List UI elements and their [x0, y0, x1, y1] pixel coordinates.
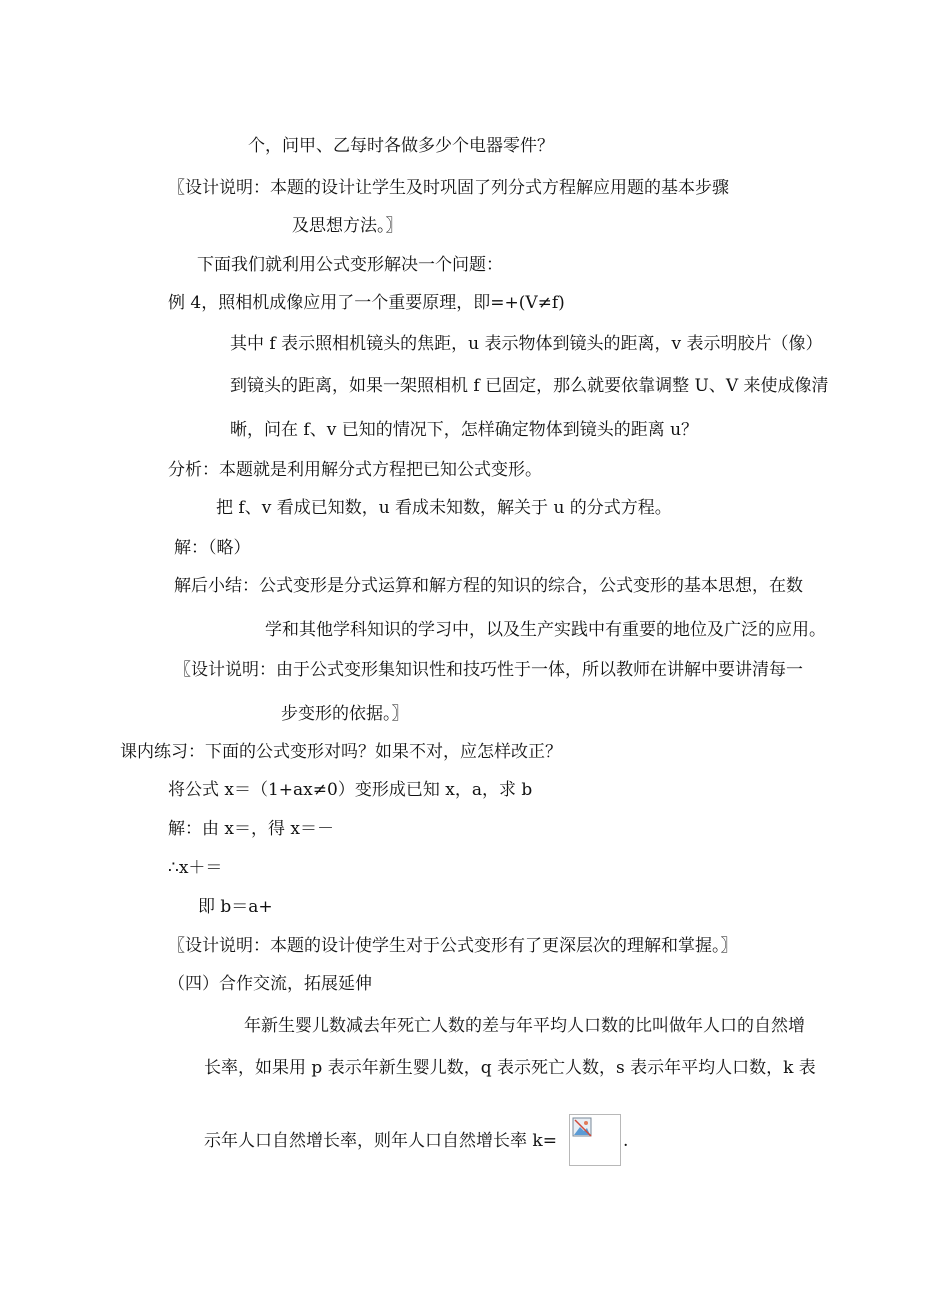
example-4-text-2: 到镜头的距离，如果一架照相机 f 已固定，那么就要依靠调整 U、V 来使成像清: [230, 376, 829, 396]
design-note-2-cont: 步变形的依据。〗: [281, 704, 409, 724]
exercise-title: 课内练习：下面的公式变形对吗？如果不对，应怎样改正？: [120, 742, 562, 762]
problem-line-1: 年新生婴儿数减去年死亡人数的差与年平均人口数的比叫做年人口的自然增: [244, 1016, 805, 1036]
analysis-detail: 把 f、v 看成已知数，u 看成未知数，解关于 u 的分式方程。: [216, 498, 672, 518]
broken-image-icon: [572, 1117, 594, 1139]
broken-formula-image: [569, 1114, 621, 1166]
design-note-1: 〖设计说明：本题的设计让学生及时巩固了列分式方程解应用题的基本步骤: [168, 178, 729, 198]
design-note-3: 〖设计说明：本题的设计使学生对于公式变形有了更深层次的理解和掌握。〗: [168, 936, 738, 956]
exercise-solution-3: 即 b＝a+: [198, 897, 273, 917]
design-note-1-cont: 及思想方法。〗: [292, 216, 403, 236]
exercise-solution-2: ∴x＋＝: [168, 858, 223, 878]
summary-line-1: 解后小结：公式变形是分式运算和解方程的知识的综合，公式变形的基本思想，在数: [174, 576, 803, 596]
example-4-text-1: 其中 f 表示照相机镜头的焦距，u 表示物体到镜头的距离，v 表示明胶片（像）: [230, 334, 823, 354]
solution-line: 解：（略）: [174, 538, 251, 558]
problem-line-3: 示年人口自然增长率，则年人口自然增长率 k=: [204, 1131, 557, 1151]
summary-line-2: 学和其他学科知识的学习中，以及生产实践中有重要的地位及广泛的应用。: [265, 620, 826, 640]
intro-line: 下面我们就利用公式变形解决一个问题：: [197, 255, 503, 275]
trailing-period: .: [623, 1131, 629, 1151]
exercise-formula: 将公式 x＝（1+ax≠0）变形成已知 x，a，求 b: [168, 780, 533, 800]
example-4-title: 例 4，照相机成像应用了一个重要原理，即=+(V≠f): [168, 293, 565, 313]
section-4-heading: （四）合作交流，拓展延伸: [168, 974, 372, 994]
design-note-2: 〖设计说明：由于公式变形集知识性和技巧性于一体，所以教师在讲解中要讲清每一: [174, 660, 803, 680]
analysis-line: 分析：本题就是利用解分式方程把已知公式变形。: [168, 460, 542, 480]
problem-line-2: 长率，如果用 p 表示年新生婴儿数，q 表示死亡人数，s 表示年平均人口数，k 表: [204, 1058, 816, 1078]
text-line-1: 个，问甲、乙每时各做多少个电器零件？: [248, 136, 554, 156]
example-4-text-3: 晰，问在 f、v 已知的情况下，怎样确定物体到镜头的距离 u？: [230, 420, 699, 440]
exercise-solution-1: 解：由 x＝，得 x＝－: [168, 819, 334, 839]
